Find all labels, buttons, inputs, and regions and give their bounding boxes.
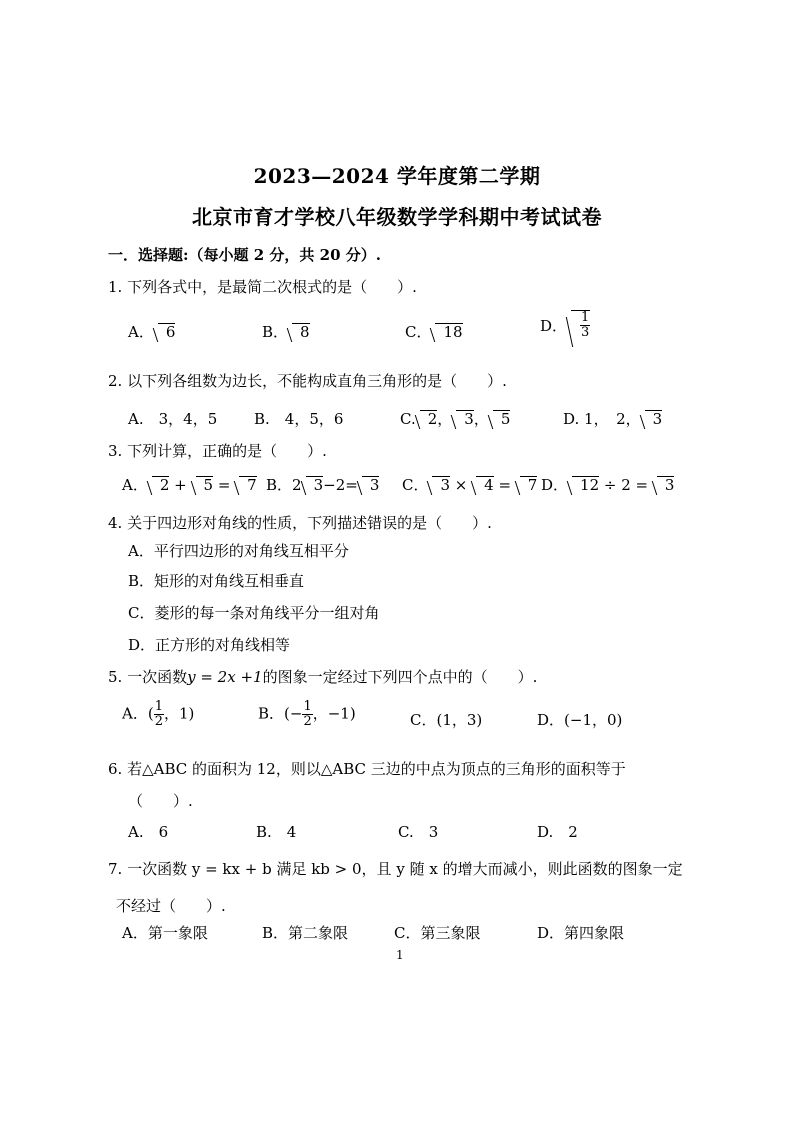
- question-5-option-b: B．(− $\frac{1}{2}$ ，−1): [258, 699, 356, 729]
- question-6-option-a: A. 6: [128, 823, 169, 841]
- question-2-stem: 2. 以下列各组数为边长，不能构成直角三角形的是（ ）.: [108, 372, 507, 390]
- exam-title-line1: 2023—2024 学年度第二学期: [253, 164, 541, 188]
- page-number: 1: [396, 948, 404, 962]
- sqrt-symbol: $\frac{1}{3}$: [571, 310, 590, 340]
- question-2-option-c: C. 2， 3， 5: [400, 410, 511, 428]
- sqrt-symbol: 8: [292, 323, 310, 340]
- question-5-stem: 5. 一次函数y = 2x +1的图象一定经过下列四个点中的（ ）.: [108, 668, 538, 686]
- question-7-option-c: C．第三象限: [394, 924, 481, 942]
- question-7-stem: 7. 一次函数 y = kx + b 满足 kb > 0，且 y 随 x 的增大而减小，则此函数的图象一定: [108, 860, 683, 878]
- question-5-option-d: D．(−1，0): [537, 711, 623, 729]
- question-5-option-a: A．( $\frac{1}{2}$ ，1): [122, 699, 195, 729]
- question-3-option-c: C． 3 × 4 = 7: [402, 476, 538, 494]
- question-6-option-d: D. 2: [537, 823, 578, 841]
- question-4-option-c: C．菱形的每一条对角线平分一组对角: [128, 604, 380, 622]
- question-7-stem-cont: 不经过（ ）.: [116, 897, 226, 915]
- question-7-option-b: B．第二象限: [262, 924, 349, 942]
- question-4-option-a: A．平行四边形的对角线互相平分: [128, 542, 349, 560]
- question-2-option-d: D. 1， 2， 3: [563, 410, 663, 428]
- sqrt-symbol: 18: [435, 323, 462, 340]
- question-2-option-a: A. 3，4，5: [128, 410, 218, 428]
- question-1-option-c: C． 18: [405, 323, 463, 341]
- question-6-option-c: C. 3: [398, 823, 439, 841]
- question-7-option-a: A．第一象限: [122, 924, 208, 942]
- question-4-option-b: B．矩形的对角线互相垂直: [128, 572, 305, 590]
- question-5-option-c: C．(1，3): [410, 711, 483, 729]
- question-1-option-a: A． 6: [128, 323, 176, 341]
- question-7-option-d: D．第四象限: [537, 924, 625, 942]
- question-4-stem: 4. 关于四边形对角线的性质，下列描述错误的是（ ）.: [108, 514, 492, 532]
- question-2-option-b: B. 4，5，6: [254, 410, 344, 428]
- question-6-stem-cont: （ ）.: [128, 792, 193, 810]
- question-6-stem: 6. 若△ABC 的面积为 12，则以△ABC 三边的中点为顶点的三角形的面积等于: [108, 760, 626, 778]
- question-1-option-b: B． 8: [262, 323, 310, 341]
- sqrt-symbol: 6: [158, 323, 176, 340]
- question-6-option-b: B. 4: [256, 823, 297, 841]
- exam-title-line2: 北京市育才学校八年级数学学科期中考试试卷: [192, 205, 602, 229]
- question-4-option-d: D．正方形的对角线相等: [128, 636, 291, 654]
- question-3-stem: 3. 下列计算，正确的是（ ）.: [108, 442, 327, 460]
- question-3-option-d: D． 12 ÷ 2 = 3: [541, 476, 675, 494]
- question-1-option-d: D． $\frac{1}{3}$: [540, 310, 590, 340]
- question-3-option-b: B．2 3−2= 3: [266, 476, 380, 494]
- section-heading: 一．选择题:（每小题 2 分，共 20 分）.: [108, 246, 381, 264]
- question-1-stem: 1. 下列各式中，是最简二次根式的是（ ）.: [108, 278, 417, 296]
- question-3-option-a: A． 2 + 5 = 7: [122, 476, 257, 494]
